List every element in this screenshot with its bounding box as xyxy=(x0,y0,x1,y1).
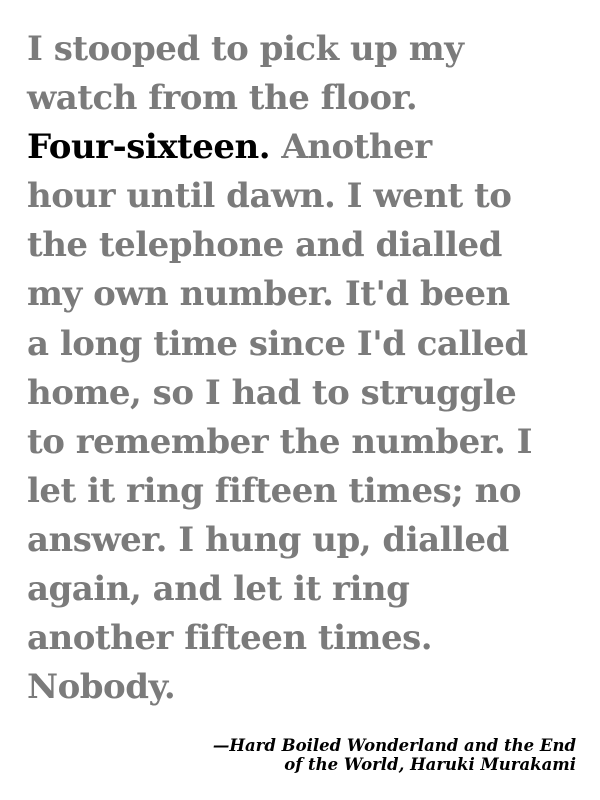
quote-line: to remember the number. I xyxy=(27,421,533,462)
quote-line: Nobody. xyxy=(27,667,176,708)
quote-passage xyxy=(27,25,587,712)
quote-line: hour until dawn. I went to xyxy=(27,176,512,217)
quote-line: again, and let it ring xyxy=(27,569,410,610)
quote-line: let it ring fifteen times; no xyxy=(27,470,522,511)
quote-line-rest: Another xyxy=(270,127,432,168)
quote-line: watch from the floor. xyxy=(27,78,418,119)
quote-line: a long time since I'd called xyxy=(27,323,528,364)
attribution-line: —Hard Boiled Wonderland and the End xyxy=(212,736,576,755)
quote-line: home, so I had to struggle xyxy=(27,372,517,413)
quote-line: another fifteen times. xyxy=(27,618,433,659)
quote-line: answer. I hung up, dialled xyxy=(27,519,509,560)
quote-line: the telephone and dialled xyxy=(27,225,502,266)
quote-line xyxy=(27,123,587,172)
quote-line: my own number. It'd been xyxy=(27,274,510,315)
attribution-line: of the World, Haruki Murakami xyxy=(284,755,576,774)
time-highlight: Four-sixteen. xyxy=(27,127,271,168)
quote-line: I stooped to pick up my xyxy=(27,29,464,69)
attribution xyxy=(36,736,576,774)
